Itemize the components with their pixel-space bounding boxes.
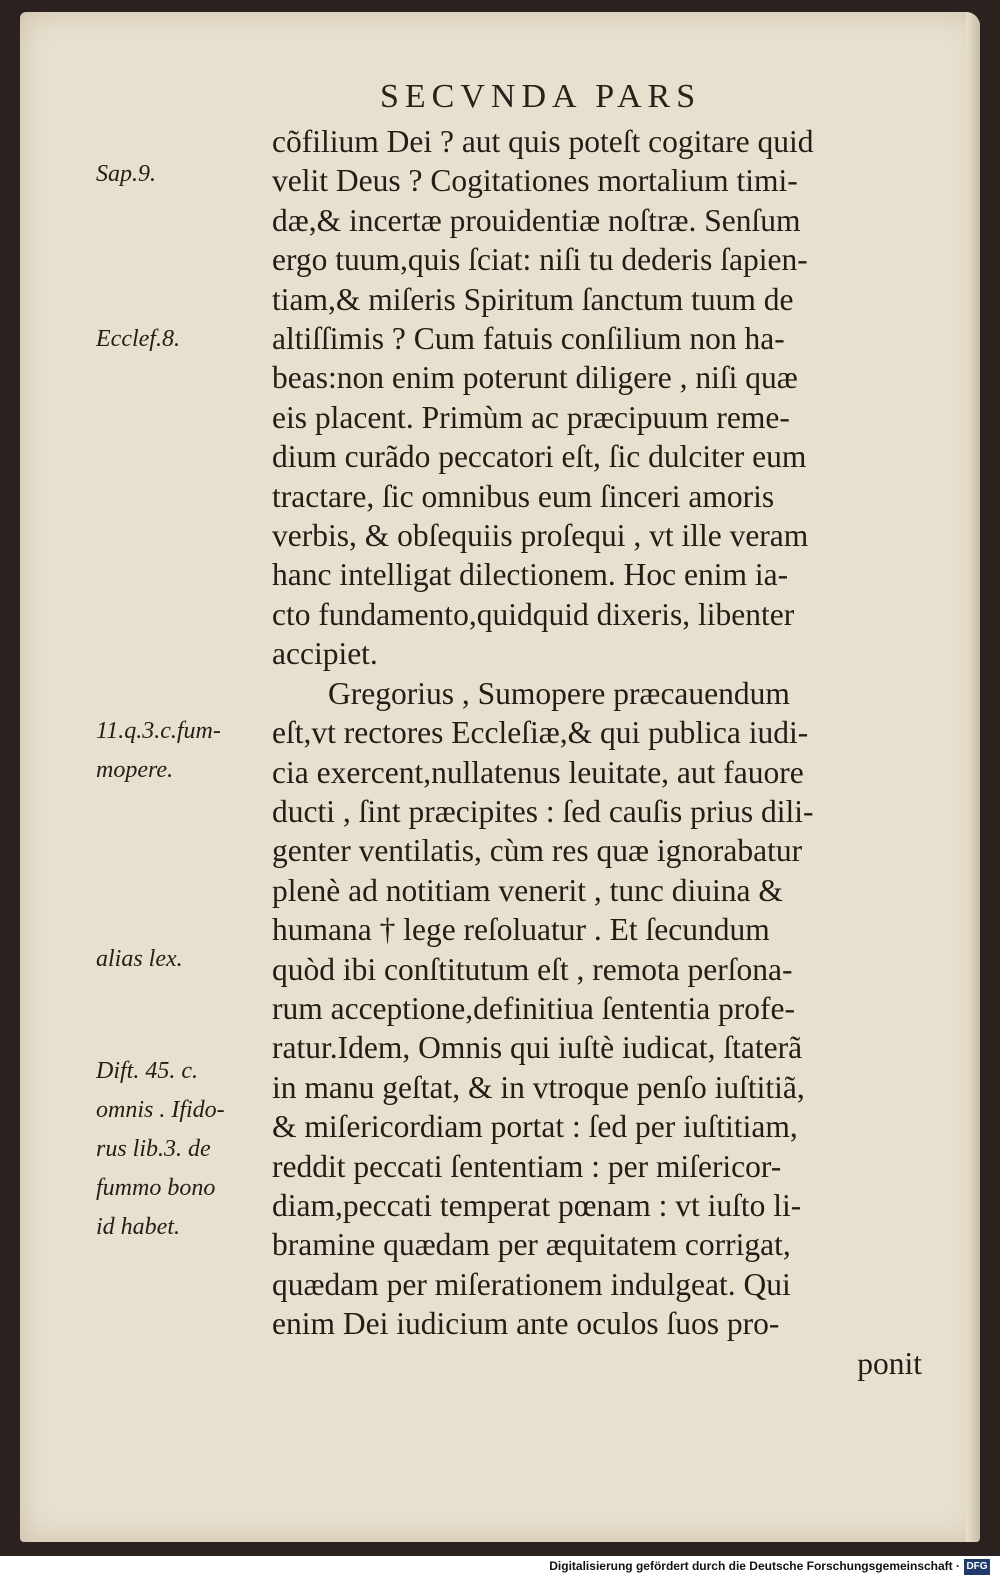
- margin-note-line: omnis . Ifido-: [96, 1097, 225, 1123]
- margin-note-line: 11.q.3.c.fum-: [96, 718, 221, 744]
- digitization-credit: Digitalisierung gefördert durch die Deutsche Forschungsgemeinschaft ·: [549, 1559, 960, 1573]
- margin-note-5: [96, 1052, 276, 1247]
- text-line: eis placent. Primùm ac præcipuum reme-: [272, 399, 790, 435]
- margin-note-line: alias lex.: [96, 946, 183, 972]
- page-edge: [966, 12, 980, 1542]
- text-line: rum acceptione,definitiua ſententia profe-: [272, 990, 796, 1026]
- paragraph-start-line: Gregorius , Sumopere præcauendum: [328, 675, 790, 711]
- margin-note-line: Ecclef.8.: [96, 326, 180, 352]
- text-line: & miſericordiam portat : ſed per iuſtitiam,: [272, 1109, 798, 1145]
- text-line: dæ,& incertæ prouidentiæ noſtræ. Senſum: [272, 202, 801, 238]
- text-line: cia exercent,nullatenus leuitate, aut fauore: [272, 754, 804, 790]
- margin-note-line: Dift. 45. c.: [96, 1058, 198, 1084]
- margin-note-line: Sap.9.: [96, 161, 156, 187]
- margin-note-1: [96, 155, 276, 194]
- margin-note-4: [96, 940, 276, 979]
- text-line: ducti , ſint præcipites : ſed cauſis prius dili-: [272, 793, 814, 829]
- text-line: plenè ad notitiam venerit , tunc diuina &: [272, 872, 783, 908]
- text-line: hanc intelligat dilectionem. Hoc enim ia-: [272, 557, 789, 593]
- text-line: accipiet.: [272, 636, 378, 672]
- text-line: tractare, ſic omnibus eum ſinceri amoris: [272, 478, 775, 514]
- margin-note-3: [96, 712, 276, 790]
- text-line: cto fundamento,quidquid dixeris, libenter: [272, 596, 795, 632]
- text-line: dium curãdo peccatori eſt, ſic dulciter eum: [272, 439, 807, 475]
- text-line: ratur.Idem, Omnis qui iuſtè iudicat, ſtaterã: [272, 1030, 803, 1066]
- margin-note-2: [96, 320, 276, 359]
- running-head: SECVNDA PARS: [380, 78, 702, 115]
- text-line: humana † lege reſoluatur . Et ſecundum: [272, 912, 770, 948]
- margin-note-line: fummo bono: [96, 1175, 216, 1201]
- text-line: quòd ibi conſtitutum eſt , remota perſona-: [272, 951, 793, 987]
- text-line: altiſſimis ? Cum fatuis conſilium non ha-: [272, 321, 785, 357]
- text-line: genter ventilatis, cùm res quæ ignorabatur: [272, 833, 803, 869]
- text-line: quædam per miſerationem indulgeat. Qui: [272, 1266, 791, 1302]
- body-text: [272, 122, 922, 1383]
- text-line: enim Dei iudicium ante oculos ſuos pro-: [272, 1306, 780, 1342]
- text-line: tiam,& miſeris Spiritum ſanctum tuum de: [272, 281, 794, 317]
- text-line: eſt,vt rectores Eccleſiæ,& qui publica iudi-: [272, 715, 809, 751]
- text-line: in manu geſtat, & in vtroque penſo iuſtitiã,: [272, 1069, 805, 1105]
- text-line: reddit peccati ſententiam : per miſericor-: [272, 1148, 782, 1184]
- dfg-logo: DFG: [964, 1559, 990, 1575]
- text-line: diam,peccati temperat pœnam : vt iuſto li-: [272, 1187, 802, 1223]
- text-line: beas:non enim poterunt diligere , niſi quæ: [272, 360, 798, 396]
- text-line: cõfilium Dei ? aut quis poteſt cogitare quid: [272, 124, 814, 159]
- catchword: ponit: [857, 1345, 922, 1381]
- margin-note-line: mopere.: [96, 757, 174, 783]
- text-line: velit Deus ? Cogitationes mortalium timi-: [272, 163, 798, 199]
- margin-note-line: rus lib.3. de: [96, 1136, 211, 1162]
- text-line: bramine quædam per æquitatem corrigat,: [272, 1227, 791, 1263]
- text-line: verbis, & obſequiis proſequi , vt ille veram: [272, 518, 809, 554]
- text-line: ergo tuum,quis ſciat: niſi tu dederis ſapien-: [272, 242, 808, 278]
- margin-note-line: id habet.: [96, 1214, 180, 1240]
